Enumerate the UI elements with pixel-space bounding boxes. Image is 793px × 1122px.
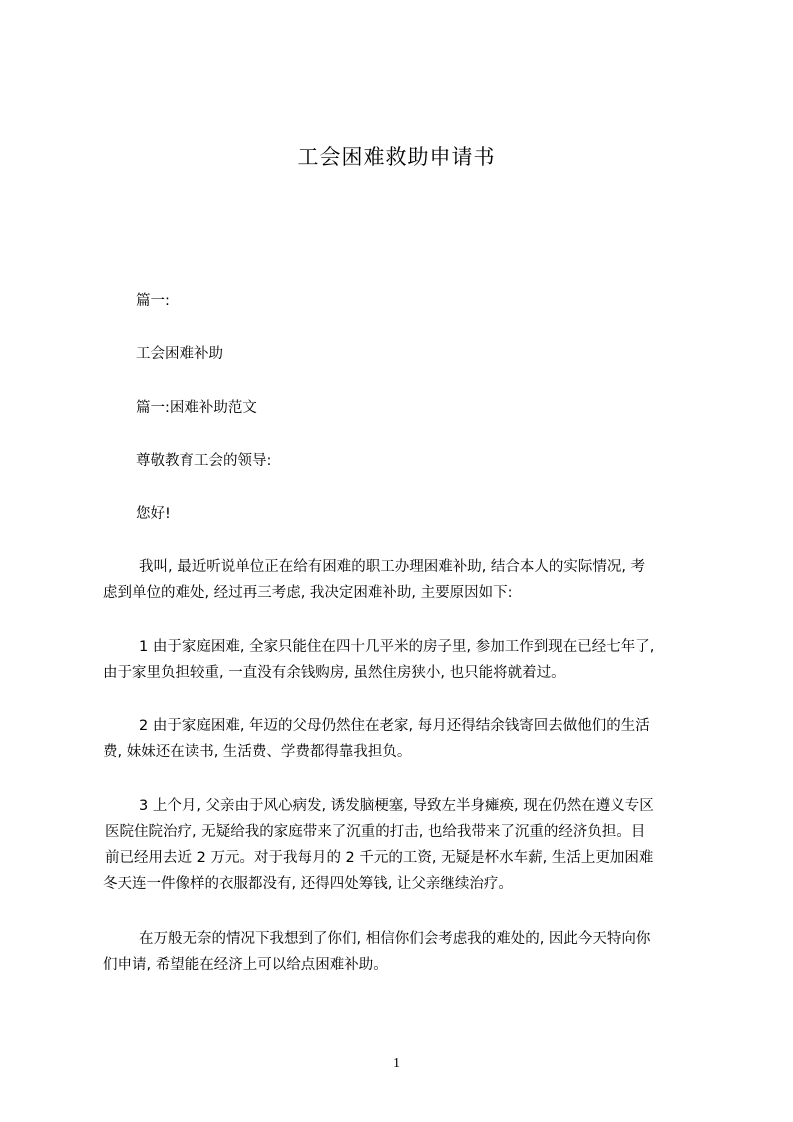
paragraph-line: 由于家里负担较重, 一直没有余钱购房, 虽然住房狭小, 也只能将就着过。 <box>103 665 566 681</box>
paragraph-line: 前已经用去近 2 万元。对于我每月的 2 千元的工资, 无疑是杯水车薪, 生活上更加困难 <box>105 850 654 866</box>
greeting-line: 您好! <box>136 506 171 522</box>
paragraph-line: 3 上个月, 父亲由于风心病发, 诱发脑梗塞, 导致左半身瘫痪, 现在仍然在遵义专区 <box>139 798 654 814</box>
paragraph-line: 2 由于家庭困难, 年迈的父母仍然住在老家, 每月还得结余钱寄回去做他们的生活 <box>139 718 650 734</box>
page-number: 1 <box>393 1056 400 1071</box>
subtitle-line: 篇一:困难补助范文 <box>136 400 257 416</box>
section-heading: 篇一: <box>136 293 170 309</box>
subtitle-line: 工会困难补助 <box>136 346 223 362</box>
salutation-line: 尊敬教育工会的领导: <box>136 453 272 469</box>
paragraph-line: 费, 妹妹还在读书, 生活费、学费都得靠我担负。 <box>103 744 412 760</box>
paragraph-line: 在万般无奈的情况下我想到了你们, 相信你们会考虑我的难处的, 因此今天特向你 <box>139 931 651 947</box>
paragraph-line: 我叫, 最近听说单位正在给有困难的职工办理困难补助, 结合本人的实际情况, 考 <box>139 559 646 575</box>
paragraph-line: 医院住院治疗, 无疑给我的家庭带来了沉重的打击, 也给我带来了沉重的经济负担。目 <box>105 824 646 840</box>
paragraph-line: 冬天连一件像样的衣服都没有, 还得四处筹钱, 让父亲继续治疗。 <box>103 876 513 892</box>
document-title: 工会困难救助申请书 <box>297 145 496 169</box>
paragraph-line: 们申请, 希望能在经济上可以给点困难补助。 <box>103 957 388 973</box>
paragraph-line: 虑到单位的难处, 经过再三考虑, 我决定困难补助, 主要原因如下: <box>103 585 513 601</box>
paragraph-line: 1 由于家庭困难, 全家只能住在四十几平米的房子里, 参加工作到现在已经七年了, <box>139 639 655 655</box>
